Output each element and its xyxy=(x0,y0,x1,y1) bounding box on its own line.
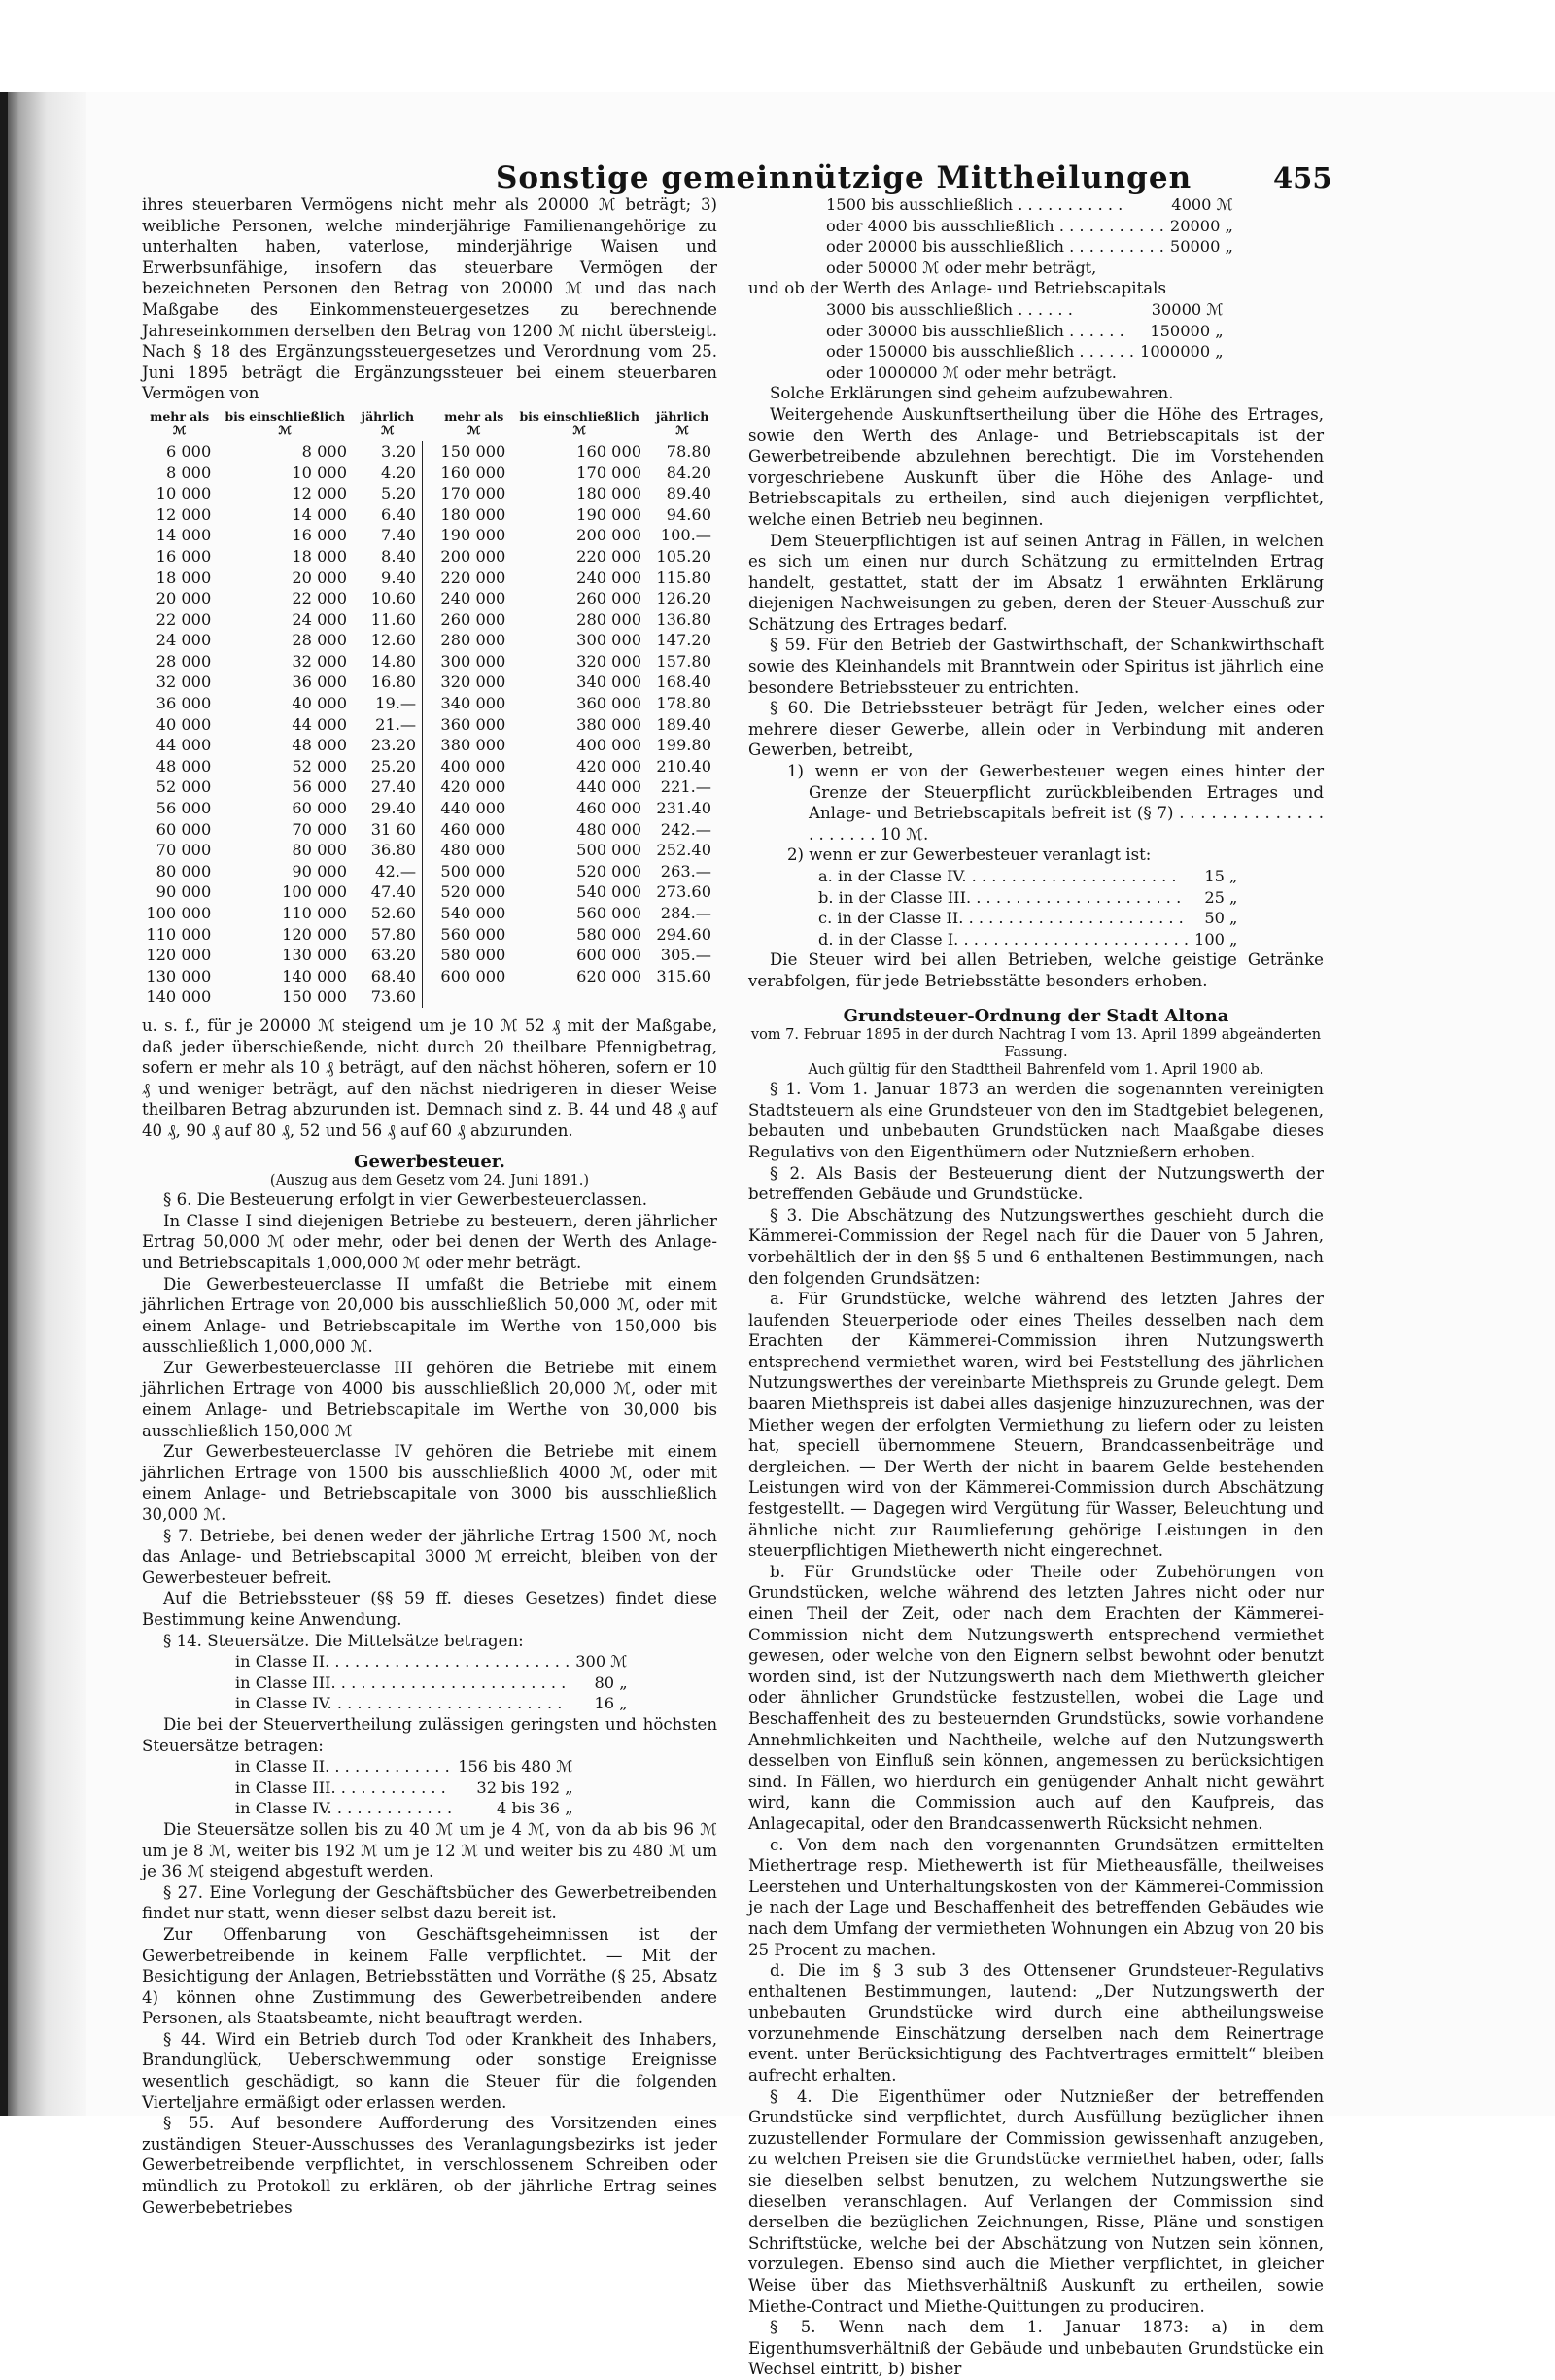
column-divider xyxy=(423,986,437,1008)
page-header-title: Sonstige gemeinnützige Mittheilungen xyxy=(496,160,1192,195)
gewerbesteuer-title: Gewerbesteuer. xyxy=(354,1151,505,1172)
table-cell: 157.80 xyxy=(656,651,711,671)
list-item: in Classe II. . . . . . . . . . . . . . . . . . . . . . . . . 300 ℳ xyxy=(235,1652,628,1672)
table-cell: 540 000 xyxy=(576,882,642,902)
table-cell: 42.— xyxy=(375,861,417,880)
table-cell: 89.40 xyxy=(666,484,711,503)
table-cell: 23.20 xyxy=(370,736,417,755)
secrecy-line: Solche Erklärungen sind geheim aufzubewahren. xyxy=(770,384,1174,403)
table-cell: 120 000 xyxy=(146,946,212,965)
para-14: § 14. Steuersätze. Die Mittelsätze betragen: xyxy=(163,1631,524,1650)
table-cell: 24 000 xyxy=(156,631,212,650)
para-60-item-1: 1) wenn er von der Gewerbesteuer wegen eines hinter der Grenze der Steuerpflicht zurückbleibenden Ertrages und Anlage- und Betriebscapitals befreit ist (§ 7) . . . . . . . . . . . . . . . . . . . . . 10 ℳ. xyxy=(787,762,1324,844)
list-item: oder 30000 bis ausschließlich . . . . . . 150000 „ xyxy=(826,321,1224,340)
column-divider xyxy=(423,609,437,631)
table-cell: 14.80 xyxy=(370,651,417,671)
table-cell: 105.20 xyxy=(656,546,711,566)
table-cell: 29.40 xyxy=(370,799,417,818)
table-cell: 263.— xyxy=(660,861,711,880)
table-cell: 160 000 xyxy=(440,463,506,482)
gewerbesteuer-subtitle: (Auszug aus dem Gesetz vom 24. Juni 1891.) xyxy=(269,1173,590,1190)
table-cell: 84.20 xyxy=(666,463,711,482)
grund-para-1: § 1. Vom 1. Januar 1873 an werden die sogenannten vereinigten Stadtsteuern als eine Grundsteuer von den im Stadtgebiet belegenen, bebauten und unbebauten Grundstücken nach Maaßgabe dieses Regulativs von den Eigenthümern oder Nutznießern erhoben. xyxy=(748,1080,1324,1161)
table-cell: 8 000 xyxy=(301,441,348,461)
table-cell: 16 000 xyxy=(292,526,348,545)
list-item: b. in der Classe III. . . . . . . . . . . . . . . . . . . . . . 25 „ xyxy=(818,887,1238,907)
table-cell: 52 000 xyxy=(292,756,348,776)
column-divider xyxy=(423,504,437,526)
scan-gutter-shadow xyxy=(8,92,86,2116)
list-item: a. in der Classe IV. . . . . . . . . . . . . . . . . . . . . . 15 „ xyxy=(818,867,1238,885)
table-cell: 8 000 xyxy=(165,463,212,482)
table-cell: 14 000 xyxy=(292,504,348,524)
table-cell: 9.40 xyxy=(381,568,417,587)
table-row xyxy=(142,840,717,861)
table-cell: 10.60 xyxy=(370,589,417,608)
column-divider xyxy=(423,693,437,714)
table-cell: 320 000 xyxy=(576,651,642,671)
para-6: § 6. Die Besteuerung erfolgt in vier Gewerbesteuerclassen. xyxy=(163,1190,648,1210)
list-item: oder 1000000 ℳ oder mehr beträgt. xyxy=(826,362,1117,382)
table-cell: 63.20 xyxy=(370,946,417,965)
table-row xyxy=(142,903,717,924)
table-cell: 240 000 xyxy=(576,568,642,587)
table-cell: 12 000 xyxy=(156,504,212,524)
table-cell: 150 000 xyxy=(282,987,348,1007)
table-cell xyxy=(436,986,511,1008)
table-row xyxy=(142,756,717,777)
table-cell: 94.60 xyxy=(666,504,711,524)
table-cell: 60 000 xyxy=(292,799,348,818)
column-divider xyxy=(423,819,437,841)
table-cell: 48 000 xyxy=(156,756,212,776)
col-header: jährlich ℳ xyxy=(361,408,415,437)
table-cell: 340 000 xyxy=(576,673,642,692)
table-cell: 16 000 xyxy=(156,546,212,566)
table-cell: 100.— xyxy=(660,526,711,545)
scan-dark-edge xyxy=(0,92,8,2116)
table-row xyxy=(142,568,717,589)
table-cell: 18 000 xyxy=(292,546,348,566)
table-cell: 199.80 xyxy=(656,736,711,755)
table-cell: 620 000 xyxy=(576,966,642,985)
table-cell: 40 000 xyxy=(156,714,212,734)
table-cell: 11.60 xyxy=(370,609,417,629)
steuer-paragraph: Die Steuer wird bei allen Betrieben, welche geistige Getränke verabfolgen, für jede Betriebsstätte besonders erhoben. xyxy=(748,950,1324,990)
column-divider xyxy=(423,840,437,861)
table-row xyxy=(142,483,717,504)
table-cell: 220 000 xyxy=(576,546,642,566)
table-cell: 56 000 xyxy=(156,799,212,818)
table-cell: 7.40 xyxy=(381,526,417,545)
grundsteuer-subtitle-1: vom 7. Februar 1895 in der durch Nachtrag I vom 13. April 1899 abgeänderten Fassung. xyxy=(750,1027,1322,1061)
para-60-item-2: 2) wenn er zur Gewerbesteuer veranlagt ist: xyxy=(787,845,1152,865)
grund-para-3: § 3. Die Abschätzung des Nutzungswerthes geschieht durch die Kämmerei-Commission der Regel nach für die Dauer von 5 Jahren, vorbehältlich der in den §§ 5 und 6 enthaltenen Bestimmungen, nach den folgenden Grundsätzen: xyxy=(748,1205,1324,1288)
column-divider xyxy=(423,588,437,609)
table-cell: 16.80 xyxy=(370,673,417,692)
para-7-note: Auf die Betriebssteuer (§§ 59 ff. dieses Gesetzes) findet diese Bestimmung keine Anwendung. xyxy=(142,1589,717,1629)
table-cell: 170 000 xyxy=(440,484,506,503)
grundsteuer-title: Grundsteuer-Ordnung der Stadt Altona xyxy=(843,1005,1229,1026)
table-cell: 126.20 xyxy=(656,589,711,608)
table-cell: 380 000 xyxy=(440,736,506,755)
table-cell: 73.60 xyxy=(370,987,417,1007)
table-row xyxy=(142,463,717,484)
table-cell: 22 000 xyxy=(292,589,348,608)
table-row xyxy=(142,881,717,903)
grundsteuer-subtitle-2: Auch gültig für den Stadttheil Bahrenfeld vom 1. April 1900 ab. xyxy=(808,1062,1264,1079)
table-cell: 110 000 xyxy=(282,904,348,922)
table-cell: 100 000 xyxy=(282,882,348,902)
table-cell: 190 000 xyxy=(440,526,506,545)
table-cell: 20 000 xyxy=(292,568,348,587)
table-cell: 252.40 xyxy=(656,841,711,860)
page-number: 455 xyxy=(1273,161,1332,194)
column-divider xyxy=(423,881,437,903)
table-cell: 320 000 xyxy=(440,673,506,692)
para-14-steps: Die Steuersätze sollen bis zu 40 ℳ um je 4 ℳ, von da ab bis 96 ℳ um je 8 ℳ, weiter bis 192 ℳ um je 12 ℳ und weiter bis zu 480 ℳ um je 36 ℳ steigend abgestuft werden. xyxy=(142,1819,717,1881)
list-item: d. in der Classe I. . . . . . . . . . . . . . . . . . . . . . . . 100 „ xyxy=(818,929,1238,949)
table-cell: 28 000 xyxy=(156,651,212,671)
table-cell: 500 000 xyxy=(440,861,506,880)
list-item: in Classe II. . . . . . . . . . . . . 156 bis 480 ℳ xyxy=(235,1757,573,1776)
table-cell: 400 000 xyxy=(440,756,506,776)
table-cell: 6 000 xyxy=(165,441,212,461)
table-cell: 220 000 xyxy=(440,568,506,587)
col-header: mehr als ℳ xyxy=(150,408,210,437)
list-item: oder 50000 ℳ oder mehr beträgt, xyxy=(826,258,1097,277)
para-60: § 60. Die Betriebssteuer beträgt für Jeden, welcher eines oder mehrere dieser Gewerbe, allein oder in Verbindung mit anderen Gewerben, betreibt, xyxy=(748,699,1324,760)
column-divider xyxy=(423,945,437,966)
table-cell: 190 000 xyxy=(576,504,642,524)
table-cell: 48 000 xyxy=(292,736,348,755)
grund-para-3d: d. Die im § 3 sub 3 des Ottensener Grundsteuer-Regulativs enthaltenen Bestimmungen, lautend: „Der Nutzungswerth der unbebauten Grundstücke wird durch eine abtheilungsweise vorzunehmende Einschätzung derselben nach dem Reinertrage event. unter Berücksichtigung des Pachtvertrages ermittelt“ bleiben aufrecht erhalten. xyxy=(748,1961,1324,2086)
table-cell: 273.60 xyxy=(656,882,711,902)
table-row xyxy=(142,672,717,693)
column-divider xyxy=(423,903,437,924)
column-divider xyxy=(423,525,437,546)
table-cell: 36 000 xyxy=(156,694,212,713)
table-cell: 420 000 xyxy=(440,777,506,797)
table-cell: 400 000 xyxy=(576,736,642,755)
table-cell xyxy=(511,986,647,1008)
grenzsaetze-list xyxy=(235,1756,579,1819)
table-cell: 240 000 xyxy=(440,589,506,608)
grund-para-4: § 4. Die Eigenthümer oder Nutznießer der betreffenden Grundstücke sind verpflichtet, durch Ausfüllung bezüglicher ihnen zuzustellender Formulare der Commission gewissenhaft anzugeben, zu welchen Preisen sie die Grundstücke vermiethet haben, oder, falls sie dieselben selbst benutzen, zu welchem Nutzungswerthe sie dieselben veranschlagen. Auf Verlangen der Commission sind derselben die bezüglichen Zeichnungen, Risse, Pläne und sonstigen Schriftstücke, welche bei der Abschätzung von Nutzen sein können, vorzulegen. Ebenso sind auch die Miether verpflichtet, in gleicher Weise über das Miethsverhältniß Auskunft zu ertheilen, sowie Miethe-Contract und Miethe-Quittungen zu produciren. xyxy=(748,2087,1324,2316)
list-item: in Classe III. . . . . . . . . . . . 32 bis 192 „ xyxy=(235,1777,573,1797)
table-cell: 300 000 xyxy=(440,651,506,671)
table-row xyxy=(142,525,717,546)
table-row xyxy=(142,693,717,714)
table-cell: 200 000 xyxy=(440,546,506,566)
table-cell: 520 000 xyxy=(440,882,506,902)
table-cell: 18 000 xyxy=(156,568,212,587)
table-cell: 580 000 xyxy=(576,924,642,944)
table-cell: 27.40 xyxy=(370,777,417,797)
grund-para-3a: a. Für Grundstücke, welche während des letzten Jahres der laufenden Steuerperiode oder eines Theiles desselben nach dem Erachten der Kämmerei-Commission ihren Nutzungswerth entsprechend vermiethet waren, wird bei Feststellung des jährlichen Nutzungswerthes der vereinbarte Miethspreis zu Grunde gelegt. Dem baaren Miethspreis ist dabei alles dasjenige hinzuzurechnen, was der Miether wegen der erfolgten Vermiethung zu liefern oder zu leisten hat, speciell übernommene Steuern, Brandcassenbeiträge und dergleichen. — Der Werth der nicht in baarem Gelde bestehenden Leistungen wird von der Kämmerei-Commission durch Abschätzung festgestellt. — Dagegen wird Vergütung für Wasser, Beleuchtung und ähnliche nicht zur Raumlieferung gehörige Leistungen in den steuerpflichtigen Miethewerth nicht eingerechnet. xyxy=(748,1290,1324,1561)
column-divider xyxy=(423,735,437,756)
table-cell: 520 000 xyxy=(576,861,642,880)
para-59: § 59. Für den Betrieb der Gastwirthschaft, der Schankwirthschaft sowie des Kleinhandels mit Branntwein oder Spiritus ist jährlich eine besondere Betriebssteuer zu entrichten. xyxy=(748,636,1324,697)
table-cell: 460 000 xyxy=(440,819,506,839)
list-item: 3000 bis ausschließlich . . . . . . 30000 ℳ xyxy=(826,299,1224,319)
table-row xyxy=(142,651,717,673)
col-header: bis einschließlich ℳ xyxy=(225,408,345,437)
table-cell: 21.— xyxy=(375,714,417,734)
table-cell: 110 000 xyxy=(146,924,212,944)
table-cell: 47.40 xyxy=(370,882,417,902)
column-divider xyxy=(423,861,437,882)
table-cell: 340 000 xyxy=(440,694,506,713)
table-cell: 68.40 xyxy=(370,966,417,985)
table-row xyxy=(142,819,717,841)
table-cell: 420 000 xyxy=(576,756,642,776)
table-cell: 300 000 xyxy=(576,631,642,650)
table-cell: 36.80 xyxy=(370,841,417,860)
table-cell: 180 000 xyxy=(576,484,642,503)
column-divider xyxy=(423,966,437,987)
table-row xyxy=(142,588,717,609)
table-cell: 80 000 xyxy=(156,861,212,880)
table-cell: 210.40 xyxy=(656,756,711,776)
table-cell: 221.— xyxy=(660,777,711,797)
table-cell: 140 000 xyxy=(282,966,348,985)
table-cell: 24 000 xyxy=(292,609,348,629)
para-6-classe-ii: Die Gewerbesteuerclasse II umfaßt die Betriebe mit einem jährlichen Ertrage von 20,000 bis ausschließlich 50,000 ℳ, oder mit einem Anlage- und Betriebscapitale im Werthe von 150,000 bis ausschließlich 1,000,000 ℳ. xyxy=(142,1274,717,1357)
table-cell xyxy=(647,986,717,1008)
table-cell: 242.— xyxy=(660,819,711,839)
list-item: oder 20000 bis ausschließlich . . . . . . . . . . 50000 „ xyxy=(826,237,1233,257)
right-column xyxy=(748,194,1324,2380)
table-cell: 90 000 xyxy=(292,861,348,880)
para-6-classe-iv: Zur Gewerbesteuerclasse IV gehören die Betriebe mit einem jährlichen Ertrage von 1500 bis ausschließlich 4000 ℳ, oder mit einem Anlage- und Betriebscapitale von 3000 bis ausschließlich 30,000 ℳ. xyxy=(142,1442,717,1525)
table-cell: 260 000 xyxy=(576,589,642,608)
table-cell: 28 000 xyxy=(292,631,348,650)
table-cell: 6.40 xyxy=(381,504,417,524)
und-ob-line: und ob der Werth des Anlage- und Betriebscapitals xyxy=(748,279,1166,298)
table-cell: 284.— xyxy=(660,904,711,922)
column-divider xyxy=(423,546,437,568)
table-cell: 14 000 xyxy=(156,526,212,545)
table-cell: 32 000 xyxy=(292,651,348,671)
table-cell: 294.60 xyxy=(656,924,711,944)
ertrag-list xyxy=(826,194,1239,278)
table-cell: 600 000 xyxy=(440,966,506,985)
betriebssteuer-classes xyxy=(818,866,1243,949)
para-55: § 55. Auf besondere Aufforderung des Vorsitzenden eines zuständigen Steuer-Ausschusses des Veranlagungsbezirks ist jeder Gewerbetreibende verpflichtet, in verschlossenem Schreiben oder mündlich zu Protokoll zu erklären, ob der jährliche Ertrag seines Gewerbebetriebes xyxy=(142,2114,717,2217)
table-row xyxy=(142,861,717,882)
para-27-secrets: Zur Offenbarung von Geschäftsgeheimnissen ist der Gewerbetreibende in keinem Falle verpflichtet. — Mit der Besichtigung der Anlagen, Betriebsstätten und Vorräthe (§ 25, Absatz 4) können ohne Zustimmung des Gewerbetreibenden andere Personen, als Staatsbeamte, nicht beauftragt werden. xyxy=(142,1924,717,2028)
table-cell: 160 000 xyxy=(576,441,642,461)
table-cell: 4.20 xyxy=(381,463,417,482)
table-cell: 120 000 xyxy=(282,924,348,944)
table-row xyxy=(142,546,717,568)
table-cell: 3.20 xyxy=(381,441,417,461)
table-row xyxy=(142,986,717,1008)
table-cell: 5.20 xyxy=(381,484,417,503)
column-divider xyxy=(423,568,437,589)
table-row xyxy=(142,776,717,798)
table-cell: 130 000 xyxy=(282,946,348,965)
table-cell: 52 000 xyxy=(156,777,212,797)
table-cell: 10 000 xyxy=(156,484,212,503)
column-divider xyxy=(423,756,437,777)
table-cell: 70 000 xyxy=(156,841,212,860)
table-cell: 100 000 xyxy=(146,904,212,922)
table-row xyxy=(142,798,717,819)
table-cell: 380 000 xyxy=(576,714,642,734)
table-cell: 360 000 xyxy=(440,714,506,734)
table-cell: 480 000 xyxy=(576,819,642,839)
table-cell: 60 000 xyxy=(156,819,212,839)
table-row xyxy=(142,504,717,526)
rounding-paragraph: u. s. f., für je 20000 ℳ steigend um je 10 ℳ 52 ₰ mit der Maßgabe, daß jeder überschießende, nicht durch 20 theilbare Pfennigbetrag, sofern er mehr als 10 ₰ beträgt, auf den nächst höheren, sofern er 10 ₰ und weniger beträgt, auf den nächst niedrigeren in dieser Weise theilbaren Betrag abzurunden ist. Demnach sind z. B. 44 und 48 ₰ auf 40 ₰, 90 ₰ auf 80 ₰, 52 und 56 ₰ auf 60 ₰ abzurunden. xyxy=(142,1016,717,1140)
table-cell: 31 60 xyxy=(370,819,417,839)
table-cell: 231.40 xyxy=(656,799,711,818)
table-cell: 40 000 xyxy=(292,694,348,713)
para-44: § 44. Wird ein Betrieb durch Tod oder Krankheit des Inhabers, Brandunglück, Ueberschwemmung oder sonstige Ereignisse wesentlich geschädigt, so kann die Steuer für die folgenden Vierteljahre ermäßigt oder erlassen werden. xyxy=(142,2029,717,2112)
table-cell: 136.80 xyxy=(656,609,711,629)
table-cell: 460 000 xyxy=(576,799,642,818)
table-cell: 140 000 xyxy=(146,987,212,1007)
table-body xyxy=(142,441,717,1008)
table-cell: 500 000 xyxy=(576,841,642,860)
table-cell: 115.80 xyxy=(656,568,711,587)
table-cell: 600 000 xyxy=(576,946,642,965)
list-item: in Classe IV. . . . . . . . . . . . . 4 bis 36 „ xyxy=(235,1799,573,1818)
column-divider xyxy=(423,672,437,693)
table-cell: 25.20 xyxy=(370,756,417,776)
table-cell: 168.40 xyxy=(656,673,711,692)
list-item: 1500 bis ausschließlich . . . . . . . . . . . 4000 ℳ xyxy=(826,195,1233,214)
table-cell: 440 000 xyxy=(576,777,642,797)
table-cell: 130 000 xyxy=(146,966,212,985)
table-cell: 440 000 xyxy=(440,799,506,818)
table-cell: 180 000 xyxy=(440,504,506,524)
para-7: § 7. Betriebe, bei denen weder der jährliche Ertrag 1500 ℳ, noch das Anlage- und Betriebscapital 3000 ℳ erreicht, bleiben von der Gewerbesteuer befreit. xyxy=(142,1526,717,1587)
list-item: in Classe IV. . . . . . . . . . . . . . . . . . . . . . . . 16 „ xyxy=(235,1694,628,1713)
list-item: c. in der Classe II. . . . . . . . . . . . . . . . . . . . . . . 50 „ xyxy=(818,909,1238,928)
col-header: bis einschließlich ℳ xyxy=(519,408,639,437)
table-cell: 280 000 xyxy=(440,631,506,650)
table-cell: 36 000 xyxy=(292,673,348,692)
table-header-row xyxy=(142,410,717,441)
table-cell: 12 000 xyxy=(292,484,348,503)
para-6-classe-iii: Zur Gewerbesteuerclasse III gehören die Betriebe mit einem jährlichen Ertrage von 4000 bis ausschließlich 20,000 ℳ, oder mit einem Anlage- und Betriebscapitale im Werthe von 30,000 bis ausschließlich 150,000 ℳ xyxy=(142,1358,717,1440)
table-cell: 305.— xyxy=(660,946,711,965)
table-row xyxy=(142,924,717,946)
column-divider xyxy=(423,463,437,484)
intro-paragraph: ihres steuerbaren Vermögens nicht mehr als 20000 ℳ beträgt; 3) weibliche Personen, welche minderjährige Familienangehörige zu unterhalten haben, vaterlose, minderjährige Waisen und Erwerbsunfähige, insofern das steuerbare Vermögen der bezeichneten Personen den Betrag von 20000 ℳ und das nach Maßgabe des Einkommensteuergesetzes zu berechnende Jahreseinkommen derselben den Betrag von 1200 ℳ nicht übersteigt. Nach § 18 des Ergänzungssteuergesetzes und Verordnung vom 25. Juni 1895 beträgt die Ergänzungssteuer bei einem steuerbaren Vermögen von xyxy=(142,195,717,403)
table-cell: 57.80 xyxy=(370,924,417,944)
mittelsaetze-list xyxy=(235,1651,634,1714)
table-cell: 260 000 xyxy=(440,609,506,629)
para-27: § 27. Eine Vorlegung der Geschäftsbücher des Gewerbetreibenden findet nur statt, wenn dieser selbst dazu bereit ist. xyxy=(142,1882,717,1923)
column-divider xyxy=(423,630,437,651)
table-cell: 560 000 xyxy=(440,924,506,944)
table-cell: 189.40 xyxy=(656,714,711,734)
grund-para-2: § 2. Als Basis der Besteuerung dient der Nutzungswerth der betreffenden Gebäude und Grundstücke. xyxy=(748,1163,1324,1204)
list-item: oder 150000 bis ausschließlich . . . . . . 1000000 „ xyxy=(826,342,1224,362)
table-cell: 44 000 xyxy=(156,736,212,755)
column-divider xyxy=(423,798,437,819)
table-cell: 22 000 xyxy=(156,609,212,629)
table-cell: 280 000 xyxy=(576,609,642,629)
table-row xyxy=(142,441,717,463)
table-cell: 10 000 xyxy=(292,463,348,482)
table-row xyxy=(142,966,717,987)
table-cell: 32 000 xyxy=(156,673,212,692)
column-divider xyxy=(423,776,437,798)
table-cell: 70 000 xyxy=(292,819,348,839)
list-item: oder 4000 bis ausschließlich . . . . . . . . . . . 20000 „ xyxy=(826,216,1233,235)
column-divider xyxy=(423,483,437,504)
table-cell: 170 000 xyxy=(576,463,642,482)
table-cell: 56 000 xyxy=(292,777,348,797)
grund-para-3c: c. Von dem nach den vorgenannten Grundsätzen ermittelten Miethertrage resp. Miethewerth ist für Mietheausfälle, theilweises Leerstehen und Unterhaltungskosten von der Kämmerei-Commission je nach der Lage und Beschaffenheit des betreffenden Gebäudes wie nach dem Umfang der vermietheten Wohnungen ein Abzug von 20 bis 25 Procent zu machen. xyxy=(748,1835,1324,1959)
col-header: jährlich ℳ xyxy=(655,408,709,437)
table-cell: 315.60 xyxy=(656,966,711,985)
table-cell: 12.60 xyxy=(370,631,417,650)
grund-para-3b: b. Für Grundstücke oder Theile oder Zubehörungen von Grundstücken, welche während des letzten Jahres nicht oder nur einen Theil der Zeit, oder nach dem Erachten der Kämmerei-Commission nicht dem Nutzungswerth entsprechend vermiethet gewesen, oder welche von den Eignern selbst bewohnt oder benutzt worden sind, ist der Nutzungswerth nach dem Miethwerth gleicher oder ähnlicher Grundstücke festzustellen, wobei die Lage und Beschaffenheit des zu besteuernden Grundstücks, sowie vorhandene Annehmlichkeiten und Nachtheile, welche auf den Nutzungswerth desselben von Einfluß sein können, angemessen zu berücksichtigen sind. In Fällen, wo hierdurch ein genügender Anhalt nicht gewährt wird, kann die Commission auch auf den Kaufpreis, das Anlagecapital, oder den Brandcassenwerth Rücksicht nehmen. xyxy=(748,1562,1324,1833)
left-column xyxy=(142,194,717,2218)
column-divider xyxy=(423,714,437,736)
table-cell: 52.60 xyxy=(370,904,417,922)
list-item: in Classe III. . . . . . . . . . . . . . . . . . . . . . . . 80 „ xyxy=(235,1673,628,1692)
table-cell: 560 000 xyxy=(576,904,642,922)
table-cell: 19.— xyxy=(375,694,417,713)
ergaenzungssteuer-table xyxy=(142,410,717,1008)
table-row xyxy=(142,630,717,651)
kapital-list xyxy=(826,299,1229,383)
further-info-paragraph: Weitergehende Auskunftsertheilung über die Höhe des Ertrages, sowie den Werth des Anlage- und Betriebscapitals ist der Gewerbetreibende abzulehnen berechtigt. Die im Vorstehenden vorgeschriebene Auskunft über die Höhe des Anlage- und Betriebscapitals zu ertheilen, sind auch diejenigen verpflichtet, welche einen Betrieb neu beginnen. xyxy=(748,404,1324,529)
column-divider xyxy=(423,410,437,441)
table-cell: 360 000 xyxy=(576,694,642,713)
table-cell: 8.40 xyxy=(381,546,417,566)
col-header: mehr als ℳ xyxy=(444,408,504,437)
table-cell: 200 000 xyxy=(576,526,642,545)
table-cell: 80 000 xyxy=(292,841,348,860)
table-row xyxy=(142,735,717,756)
estimation-paragraph: Dem Steuerpflichtigen ist auf seinen Antrag in Fällen, in welchen es sich um einen nur durch Schätzung zu ermittelnden Ertrag handelt, gestattet, statt der im Absatz 1 erwähnten Erklärung diejenigen Nachweisungen zu geben, deren der Steuer-Ausschuß zur Schätzung des Ertrages bedarf. xyxy=(748,531,1324,634)
table-row xyxy=(142,609,717,631)
table-cell: 147.20 xyxy=(656,631,711,650)
table-cell: 44 000 xyxy=(292,714,348,734)
table-cell: 90 000 xyxy=(156,882,212,902)
table-row xyxy=(142,945,717,966)
table-cell: 540 000 xyxy=(440,904,506,922)
table-row xyxy=(142,714,717,736)
para-6-classe-i: In Classe I sind diejenigen Betriebe zu besteuern, deren jährlicher Ertrag 50,000 ℳ oder mehr, oder bei denen der Werth des Anlage- und Betriebscapitals 1,000,000 ℳ oder mehr beträgt. xyxy=(142,1211,717,1272)
column-divider xyxy=(423,441,437,463)
grund-para-5: § 5. Wenn nach dem 1. Januar 1873: a) in dem Eigenthumsverhältniß der Gebäude und unbebauten Grundstücke ein Wechsel eintritt, b) bisher xyxy=(748,2318,1324,2379)
column-divider xyxy=(423,924,437,946)
para-14-limits: Die bei der Steuervertheilung zulässigen geringsten und höchsten Steuersätze betragen: xyxy=(142,1714,717,1755)
table-cell: 20 000 xyxy=(156,589,212,608)
table-cell: 150 000 xyxy=(440,441,506,461)
table-cell: 78.80 xyxy=(666,441,711,461)
table-cell: 480 000 xyxy=(440,841,506,860)
column-divider xyxy=(423,651,437,673)
table-cell: 178.80 xyxy=(656,694,711,713)
table-cell: 580 000 xyxy=(440,946,506,965)
